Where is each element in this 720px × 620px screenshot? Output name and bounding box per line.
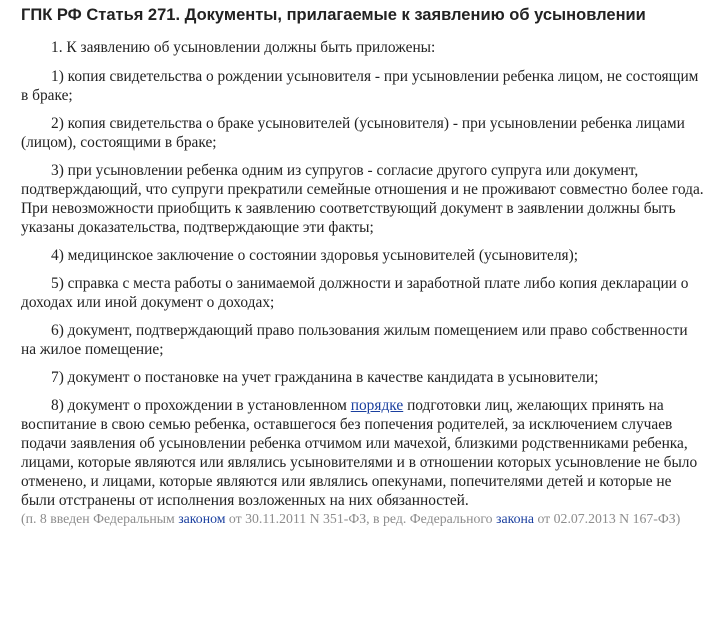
article-title: ГПК РФ Статья 271. Документы, прилагаемые к заявлению об усыновлении	[21, 6, 646, 24]
list-item-2: 2) копия свидетельства о браке усыновителей (усыновителя) - при усыновлении ребенка лицами (лицом), состоящими в браке;	[21, 115, 685, 151]
amendment-note	[21, 510, 706, 528]
list-item-8-text-start: 8) документ о прохождении в установленном	[51, 397, 351, 414]
list-item-8-text-end: подготовки лиц, желающих принять на воспитание в свою семью ребенка, оставшегося без попечения родителей, за исключением случаев подачи заявления об усыновлении ребенка отчимом или мачехой, близкими родственниками ребенка, лицами, которые являются или являлись усыновителями и в отношении которых усыновление не было отменено, и лицами, которые являются или являлись опекунами, попечителями детей и которые не были отстранены от исполнения возложенных на них обязанностей.	[21, 397, 698, 509]
list-item-6: 6) документ, подтверждающий право пользования жилым помещением или право собственности на жилое помещение;	[21, 322, 688, 358]
paragraph-intro: 1. К заявлению об усыновлении должны быть приложены:	[51, 39, 436, 56]
order-link[interactable]: порядке	[350, 397, 404, 414]
list-item-7: 7) документ о постановке на учет гражданина в качестве кандидата в усыновители;	[51, 369, 599, 386]
list-item-8	[21, 396, 706, 510]
note-text-3: от 02.07.2013 N 167-ФЗ)	[534, 511, 681, 526]
law-link-2013[interactable]: закона	[496, 511, 534, 526]
list-item-3: 3) при усыновлении ребенка одним из супругов - согласие другого супруга или документ, подтверждающий, что супруги прекратили семейные отношения и не проживают совместно более года. При невозможности приобщить к заявлению соответствующий документ в заявлении должны быть указаны доказательства, подтверждающие эти факты;	[21, 162, 704, 236]
note-text-1: (п. 8 введен Федеральным	[21, 511, 179, 526]
note-text-2: от 30.11.2011 N 351-ФЗ, в ред. Федерального	[225, 511, 497, 526]
list-item-5: 5) справка с места работы о занимаемой должности и заработной плате либо копия декларации о доходах или иной документ о доходах;	[21, 275, 689, 311]
list-item-4: 4) медицинское заключение о состоянии здоровья усыновителей (усыновителя);	[51, 247, 578, 264]
list-item-1: 1) копия свидетельства о рождении усыновителя - при усыновлении ребенка лицом, не состоящим в браке;	[21, 68, 699, 104]
law-link-2011[interactable]: законом	[178, 511, 226, 526]
